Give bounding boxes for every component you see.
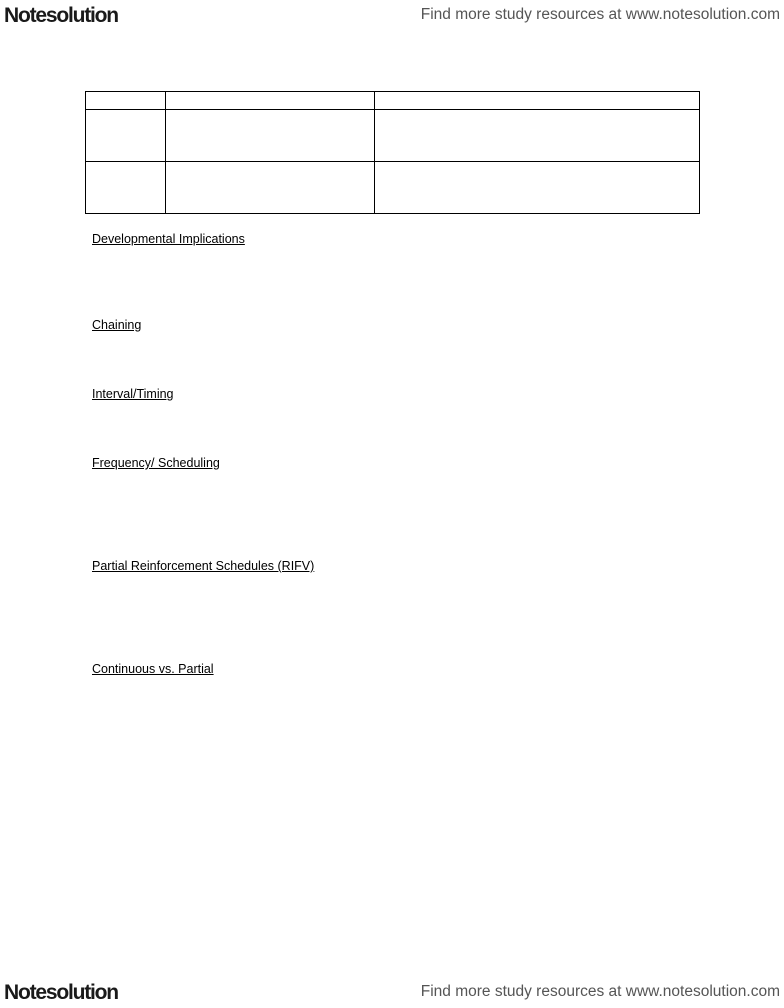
study-resources-link[interactable]: Find more study resources at www.notesolution.com	[420, 6, 780, 23]
table-row	[86, 162, 700, 214]
study-resources-link-footer[interactable]: Find more study resources at www.notesolution.com	[420, 983, 780, 1000]
heading-partial-reinforcement-schedules: Partial Reinforcement Schedules (RIFV)	[92, 559, 315, 573]
table-cell	[375, 110, 700, 162]
table-cell	[375, 92, 700, 110]
table-cell	[166, 110, 375, 162]
table-cell	[86, 110, 166, 162]
table-cell	[166, 92, 375, 110]
notes-table	[85, 91, 700, 214]
notesolution-logo	[4, 1, 118, 31]
heading-continuous-vs-partial: Continuous vs. Partial	[92, 662, 214, 676]
table-row	[86, 110, 700, 162]
heading-frequency-scheduling: Frequency/ Scheduling	[92, 456, 220, 470]
heading-interval-timing: Interval/Timing	[92, 387, 174, 401]
notesolution-logo-footer	[4, 978, 118, 1008]
table-cell	[166, 162, 375, 214]
table-cell	[86, 162, 166, 214]
table-cell	[375, 162, 700, 214]
logo-text: Notesolution	[4, 4, 118, 27]
table-row	[86, 92, 700, 110]
heading-developmental-implications: Developmental Implications	[92, 232, 245, 246]
logo-text: Notesolution	[4, 981, 118, 1004]
heading-chaining: Chaining	[92, 318, 142, 332]
table-cell	[86, 92, 166, 110]
